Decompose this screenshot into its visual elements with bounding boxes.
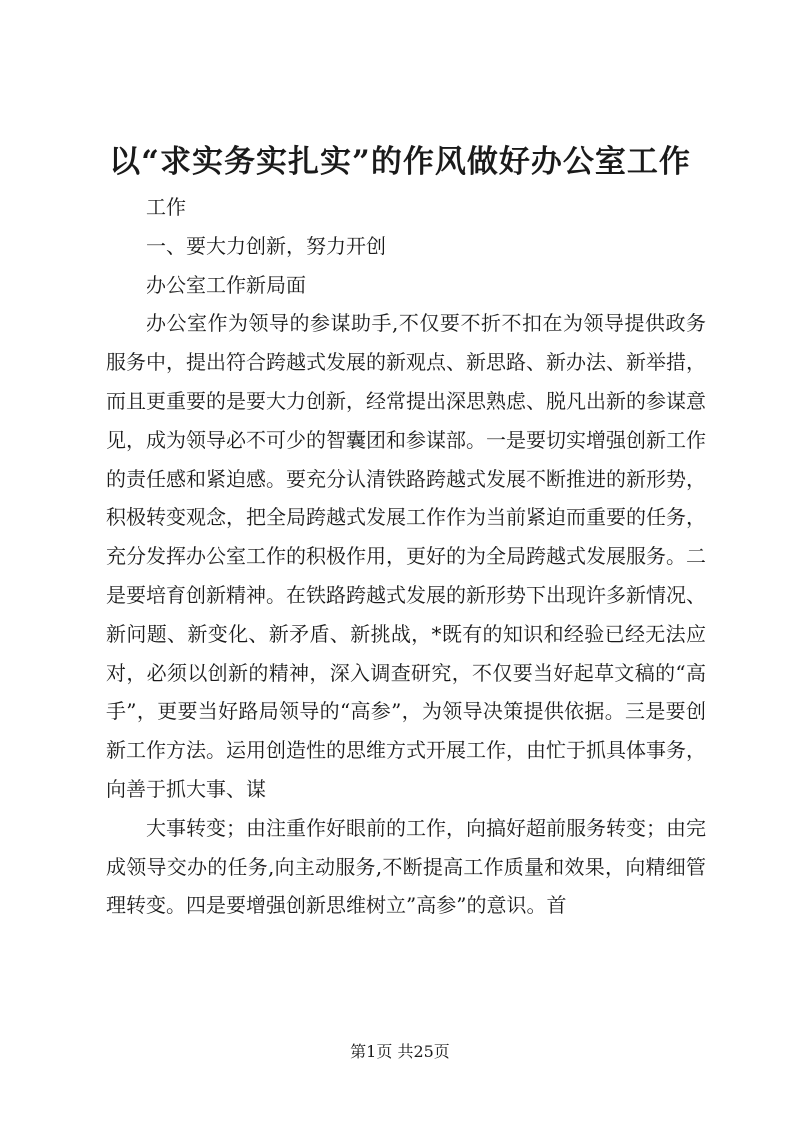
document-body	[106, 188, 706, 925]
document-title: 以“求实务实扎实”的作风做好办公室工作	[109, 144, 691, 180]
paragraph: 大事转变；由注重作好眼前的工作，向搞好超前服务转变；由完成领导交办的任务,向主动服务,不断提高工作质量和效果，向精细管理转变。四是要增强创新思维树立”高参”的意识。首	[106, 815, 706, 918]
paragraph: 工作	[146, 195, 186, 219]
page-footer: 第1页 共25页	[350, 1042, 450, 1061]
paragraph: 办公室作为领导的参谋助手,不仅要不折不扣在为领导提供政务服务中，提出符合跨越式发展的新观点、新思路、新办法、新举措，而且更重要的是要大力创新，经常提出深思熟虑、脱凡出新的参谋意见，成为领导必不可少的智囊团和参谋部。一是要切实增强创新工作的责任感和紧迫感。要充分认清铁路跨越式发展不断推进的新形势，积极转变观念，把全局跨越式发展工作作为当前紧迫而重要的任务，充分发挥办公室工作的积极作用，更好的为全局跨越式发展服务。二是要培育创新精神。在铁路跨越式发展的新形势下出现许多新情况、新问题、新变化、新矛盾、新挑战，*既有的知识和经验已经无法应对，必须以创新的精神，深入调查研究，不仅要当好起草文稿的“高手”，更要当好路局领导的“高参”，为领导决策提供依据。三是要创新工作方法。运用创造性的思维方式开展工作，由忙于抓具体事务，向善于抓大事、谋	[106, 311, 706, 801]
section-subheading: 办公室工作新局面	[146, 272, 306, 297]
section-heading: 一、要大力创新，努力开创	[146, 233, 386, 258]
